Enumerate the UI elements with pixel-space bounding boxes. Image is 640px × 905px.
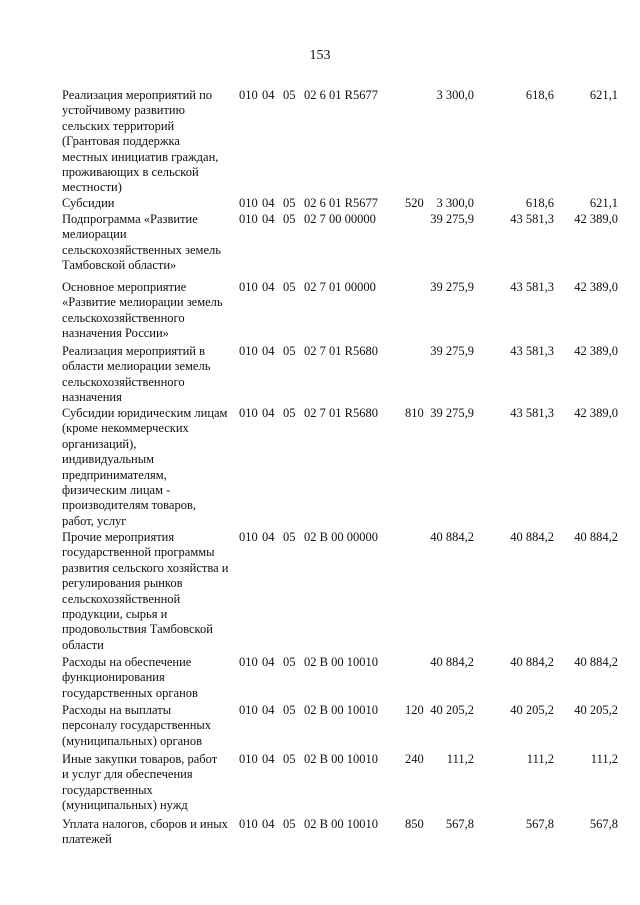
row-name-line: сельских территорий xyxy=(62,118,175,133)
code-part: 010 xyxy=(239,280,258,294)
row-budget-code xyxy=(239,703,425,718)
code-part: 05 xyxy=(283,655,296,669)
code-part: 240 xyxy=(405,752,424,766)
row-name-line: продукции, сырья и xyxy=(62,607,168,622)
row-name-line: государственных xyxy=(62,782,153,797)
amount-year-2: 43 581,3 xyxy=(510,344,554,358)
row-name-line: Основное мероприятие xyxy=(62,280,187,294)
code-part: 04 xyxy=(262,752,275,766)
row-name-line: государственной программы xyxy=(62,545,215,560)
row-name-line: устойчивому развитию xyxy=(62,103,185,118)
amount-year-2: 43 581,3 xyxy=(510,212,554,226)
row-name-line: (муниципальных) нужд xyxy=(62,798,188,813)
amount-year-3: 621,1 xyxy=(589,88,618,102)
code-part: 02 В 00 10010 xyxy=(304,703,378,717)
amount-year-3: 40 884,2 xyxy=(574,530,618,544)
row-name-line: государственных органов xyxy=(62,685,198,700)
code-part: 02 В 00 10010 xyxy=(304,655,378,669)
code-part: 04 xyxy=(262,88,275,102)
amount-year-3: 42 389,0 xyxy=(574,212,618,226)
amount-year-1: 39 275,9 xyxy=(430,344,474,358)
row-name xyxy=(62,703,240,749)
code-part: 05 xyxy=(283,212,296,226)
row-name-line: мелиорации xyxy=(62,227,127,242)
amount-year-2: 40 884,2 xyxy=(510,655,554,669)
amount-year-3: 40 884,2 xyxy=(574,655,618,669)
row-name xyxy=(62,344,240,406)
row-name-line: предпринимателям, xyxy=(62,467,167,482)
amount-year-1: 39 275,9 xyxy=(430,212,474,226)
code-part: 010 xyxy=(239,196,258,210)
code-part: 010 xyxy=(239,817,258,831)
code-part: 010 xyxy=(239,530,258,544)
code-part: 05 xyxy=(283,752,296,766)
code-part: 05 xyxy=(283,280,296,294)
amount-year-1: 111,2 xyxy=(446,752,474,766)
code-part: 05 xyxy=(283,530,296,544)
row-budget-code xyxy=(239,817,425,832)
row-name-line: Реализация мероприятий в xyxy=(62,344,206,358)
row-name-line: Субсидии юридическим лицам xyxy=(62,406,228,420)
row-name xyxy=(62,752,240,814)
amount-year-2: 618,6 xyxy=(525,196,554,210)
row-name-line: области мелиорации земель xyxy=(62,359,211,374)
row-name xyxy=(62,280,240,342)
row-name-line: персоналу государственных xyxy=(62,718,212,733)
code-part: 05 xyxy=(283,817,296,831)
row-name-line: сельскохозяйственного xyxy=(62,374,185,389)
code-part: 05 xyxy=(283,406,296,420)
code-part: 05 xyxy=(283,344,296,358)
code-part: 010 xyxy=(239,655,258,669)
row-name-line: и услуг для обеспечения xyxy=(62,767,193,782)
code-part: 02 В 00 10010 xyxy=(304,752,378,766)
row-name-line: Подпрограмма «Развитие xyxy=(62,212,198,226)
code-part: 04 xyxy=(262,655,275,669)
amount-year-2: 40 884,2 xyxy=(510,530,554,544)
code-part: 02 7 01 R5680 xyxy=(304,406,378,420)
row-budget-code xyxy=(239,530,425,545)
row-name-line: (кроме некоммерческих xyxy=(62,421,189,436)
code-part: 04 xyxy=(262,280,275,294)
amount-year-3: 567,8 xyxy=(589,817,618,831)
code-part: 010 xyxy=(239,212,258,226)
row-name-line: сельскохозяйственной xyxy=(62,591,181,606)
amount-year-3: 42 389,0 xyxy=(574,280,618,294)
row-name-line: назначения xyxy=(62,390,122,405)
code-part: 02 7 01 R5680 xyxy=(304,344,378,358)
row-name-line: местности) xyxy=(62,180,122,195)
row-budget-code xyxy=(239,196,425,211)
row-name xyxy=(62,212,240,274)
code-part: 810 xyxy=(405,406,424,420)
amount-year-1: 3 300,0 xyxy=(436,196,474,210)
amount-year-3: 42 389,0 xyxy=(574,344,618,358)
amount-year-2: 40 205,2 xyxy=(510,703,554,717)
row-name-line: Реализация мероприятий по xyxy=(62,88,213,102)
row-budget-code xyxy=(239,655,425,670)
amount-year-3: 111,2 xyxy=(590,752,618,766)
row-budget-code xyxy=(239,212,425,227)
row-budget-code xyxy=(239,752,425,767)
code-part: 04 xyxy=(262,817,275,831)
amount-year-1: 40 884,2 xyxy=(430,655,474,669)
code-part: 04 xyxy=(262,406,275,420)
row-name-line: проживающих в сельской xyxy=(62,165,199,180)
row-name-line: местных инициатив граждан, xyxy=(62,149,219,164)
row-budget-code xyxy=(239,406,425,421)
amount-year-2: 111,2 xyxy=(526,752,554,766)
code-part: 05 xyxy=(283,88,296,102)
row-name-line: Прочие мероприятия xyxy=(62,530,175,544)
amount-year-2: 618,6 xyxy=(525,88,554,102)
code-part: 02 6 01 R5677 xyxy=(304,88,378,102)
page-number: 153 xyxy=(309,48,331,63)
code-part: 850 xyxy=(405,817,424,831)
code-part: 05 xyxy=(283,196,296,210)
code-part: 04 xyxy=(262,212,275,226)
code-part: 010 xyxy=(239,703,258,717)
code-part: 02 6 01 R5677 xyxy=(304,196,378,210)
row-name-line: области xyxy=(62,637,104,652)
amount-year-1: 3 300,0 xyxy=(436,88,474,102)
row-name-line: Субсидии xyxy=(62,196,115,210)
row-name-line: Расходы на выплаты xyxy=(62,703,172,717)
row-name-line: регулирования рынков xyxy=(62,576,183,591)
row-name-line: Тамбовской области» xyxy=(62,258,177,273)
row-budget-code xyxy=(239,344,425,359)
code-part: 02 7 00 00000 xyxy=(304,212,376,226)
row-name-line: производителям товаров, xyxy=(62,498,196,513)
row-name-line: функционирования xyxy=(62,670,165,685)
amount-year-1: 39 275,9 xyxy=(430,280,474,294)
row-name-line: Расходы на обеспечение xyxy=(62,655,192,669)
code-part: 04 xyxy=(262,344,275,358)
row-name-line: индивидуальным xyxy=(62,452,155,467)
row-name-line: организаций), xyxy=(62,436,137,451)
code-part: 04 xyxy=(262,703,275,717)
row-name-line: Уплата налогов, сборов и иных xyxy=(62,817,228,831)
amount-year-3: 42 389,0 xyxy=(574,406,618,420)
row-name-line: назначения России» xyxy=(62,326,169,341)
code-part: 02 7 01 00000 xyxy=(304,280,376,294)
row-name-line: сельскохозяйственного xyxy=(62,310,185,325)
row-name-line: сельскохозяйственных земель xyxy=(62,242,221,257)
code-part: 04 xyxy=(262,196,275,210)
amount-year-3: 40 205,2 xyxy=(574,703,618,717)
row-budget-code xyxy=(239,88,425,103)
row-budget-code xyxy=(239,280,425,295)
code-part: 010 xyxy=(239,88,258,102)
amount-year-3: 621,1 xyxy=(589,196,618,210)
row-name-line: продовольствия Тамбовской xyxy=(62,622,213,637)
amount-year-2: 567,8 xyxy=(525,817,554,831)
row-name-line: «Развитие мелиорации земель xyxy=(62,295,223,310)
code-part: 010 xyxy=(239,344,258,358)
amount-year-1: 39 275,9 xyxy=(430,406,474,420)
row-name-line: работ, услуг xyxy=(62,513,127,528)
amount-year-2: 43 581,3 xyxy=(510,406,554,420)
row-name xyxy=(62,655,240,701)
row-name xyxy=(62,530,240,653)
row-name-line: развития сельского хозяйства и xyxy=(62,560,229,575)
code-part: 120 xyxy=(405,703,424,717)
code-part: 010 xyxy=(239,752,258,766)
amount-year-1: 40 205,2 xyxy=(430,703,474,717)
row-name xyxy=(62,88,240,196)
code-part: 02 В 00 00000 xyxy=(304,530,378,544)
amount-year-1: 567,8 xyxy=(445,817,474,831)
row-name xyxy=(62,817,240,848)
code-part: 010 xyxy=(239,406,258,420)
row-name xyxy=(62,196,240,211)
code-part: 04 xyxy=(262,530,275,544)
row-name-line: физическим лицам - xyxy=(62,483,171,498)
amount-year-1: 40 884,2 xyxy=(430,530,474,544)
code-part: 05 xyxy=(283,703,296,717)
row-name-line: (муниципальных) органов xyxy=(62,733,203,748)
code-part: 02 В 00 10010 xyxy=(304,817,378,831)
row-name xyxy=(62,406,240,529)
amount-year-2: 43 581,3 xyxy=(510,280,554,294)
row-name-line: (Грантовая поддержка xyxy=(62,134,180,149)
row-name-line: Иные закупки товаров, работ xyxy=(62,752,218,766)
code-part: 520 xyxy=(405,196,424,210)
row-name-line: платежей xyxy=(62,832,112,847)
